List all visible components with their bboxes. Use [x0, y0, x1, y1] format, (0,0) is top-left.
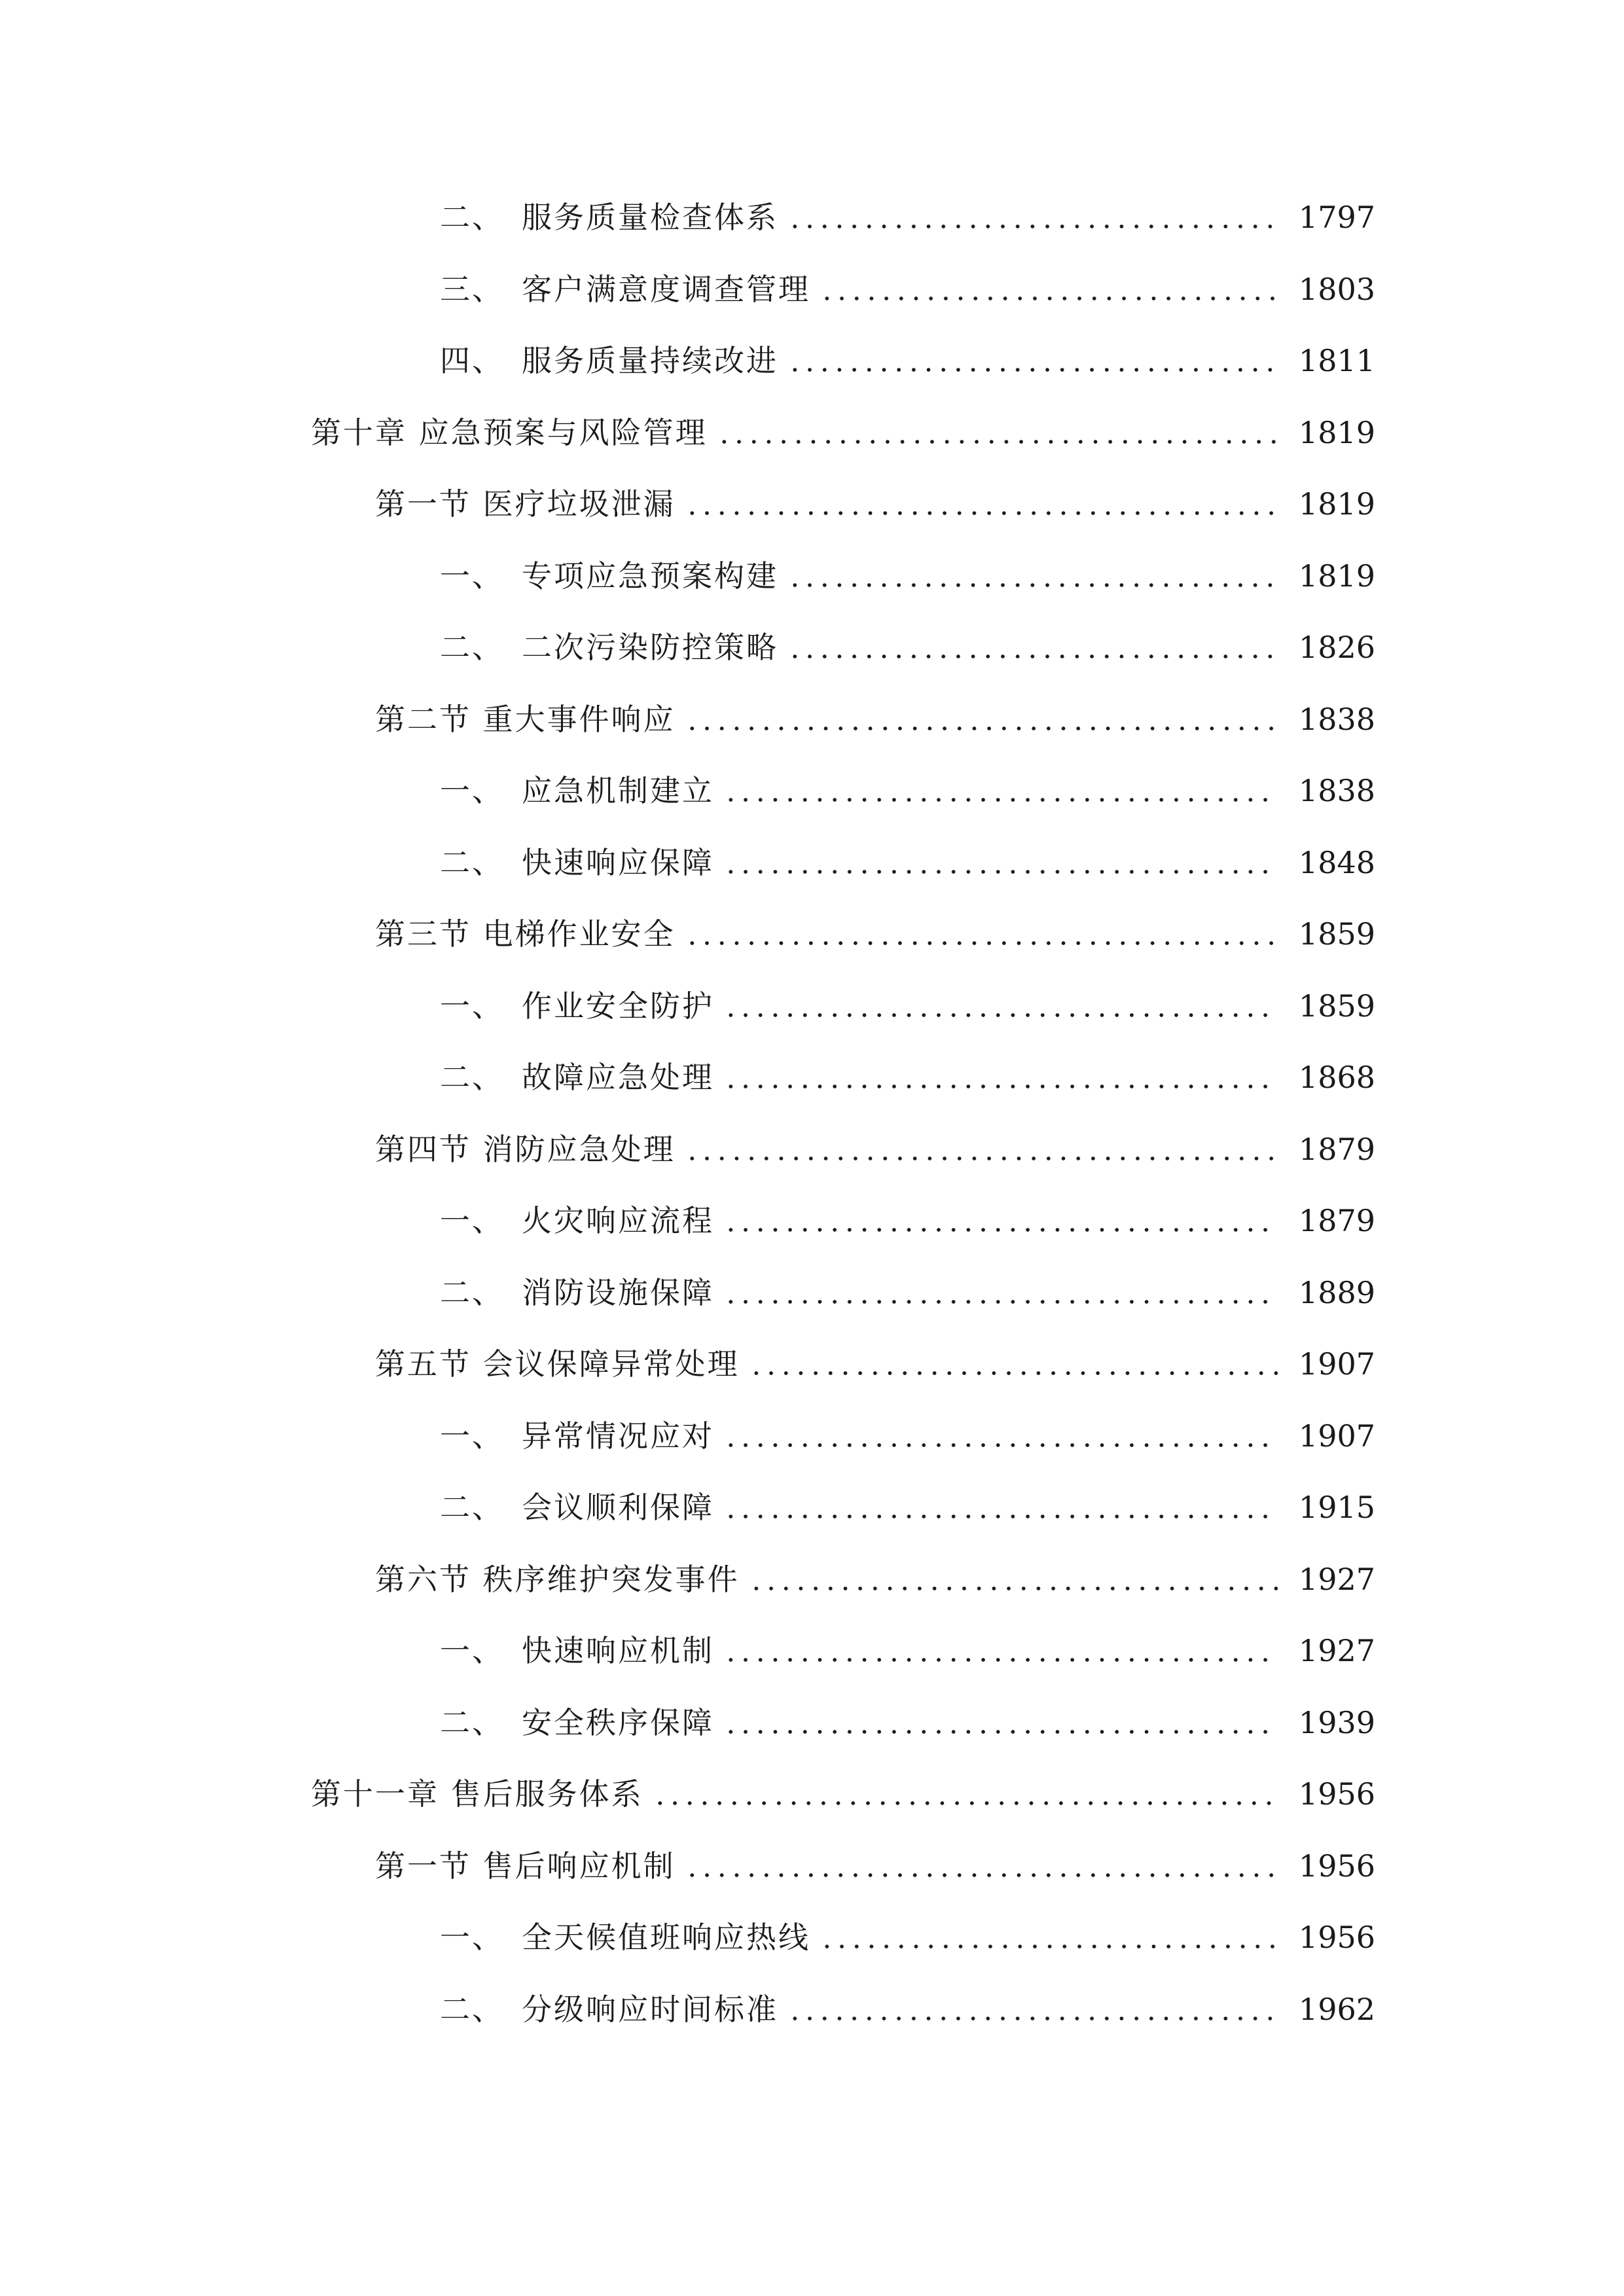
dot-leader — [0, 1266, 1624, 1319]
entry-title: 应急预案与风险管理 — [418, 415, 708, 450]
entry-number: 二、 — [440, 1275, 504, 1310]
dot-leader — [0, 1410, 1624, 1462]
toc-entry[interactable] — [0, 1266, 1624, 1319]
entry-page-number: 1838 — [1292, 693, 1375, 745]
entry-title: 故障应急处理 — [522, 1060, 714, 1095]
toc-entry[interactable] — [0, 550, 1624, 602]
entry-title: 服务质量检查体系 — [522, 200, 778, 235]
entry-title: 电梯作业安全 — [482, 916, 676, 952]
dot-leader — [0, 621, 1624, 673]
entry-page-number: 1819 — [1292, 550, 1375, 602]
dot-leader — [0, 263, 1624, 315]
entry-number: 二、 — [440, 1490, 504, 1525]
entry-number: 一、 — [440, 1203, 504, 1238]
dot-leader — [0, 478, 1624, 530]
toc-entry[interactable] — [0, 1624, 1624, 1677]
entry-title: 二次污染防控策略 — [522, 630, 778, 665]
entry-page-number: 1838 — [1292, 764, 1375, 817]
entry-number: 第六节 — [375, 1562, 471, 1597]
entry-title: 售后响应机制 — [482, 1848, 676, 1884]
dot-leader — [0, 1481, 1624, 1534]
entry-number: 第四节 — [375, 1132, 471, 1167]
dot-leader — [0, 1123, 1624, 1175]
entry-title: 会议顺利保障 — [522, 1490, 714, 1525]
dot-leader — [0, 334, 1624, 387]
entry-number: 第二节 — [375, 702, 471, 737]
entry-number: 一、 — [440, 773, 504, 808]
dot-leader — [0, 693, 1624, 745]
dot-leader — [0, 1051, 1624, 1103]
entry-title: 售后服务体系 — [450, 1776, 643, 1812]
toc-entry[interactable] — [0, 764, 1624, 817]
entry-page-number: 1811 — [1292, 334, 1375, 387]
entry-page-number: 1889 — [1292, 1266, 1375, 1319]
entry-page-number: 1819 — [1292, 478, 1375, 530]
dot-leader — [0, 1338, 1624, 1390]
entry-number: 第三节 — [375, 916, 471, 952]
entry-page-number: 1879 — [1292, 1123, 1375, 1175]
entry-number: 四、 — [440, 343, 504, 378]
entry-page-number: 1962 — [1292, 1983, 1375, 2036]
toc-entry[interactable] — [0, 1481, 1624, 1534]
entry-page-number: 1803 — [1292, 263, 1375, 315]
entry-title: 医疗垃圾泄漏 — [482, 486, 676, 522]
entry-title: 全天候值班响应热线 — [522, 1920, 810, 1955]
entry-number: 二、 — [440, 200, 504, 235]
toc-entry[interactable] — [0, 334, 1624, 387]
toc-entry[interactable] — [0, 1768, 1624, 1820]
toc-entry[interactable] — [0, 836, 1624, 889]
entry-page-number: 1826 — [1292, 621, 1375, 673]
entry-title: 安全秩序保障 — [522, 1705, 714, 1740]
dot-leader — [0, 191, 1624, 243]
entry-number: 一、 — [440, 988, 504, 1024]
entry-page-number: 1915 — [1292, 1481, 1375, 1534]
toc-entry[interactable] — [0, 1194, 1624, 1247]
entry-number: 一、 — [440, 558, 504, 594]
entry-page-number: 1907 — [1292, 1410, 1375, 1462]
entry-number: 一、 — [440, 1418, 504, 1454]
toc-entry[interactable] — [0, 263, 1624, 315]
toc-entry[interactable] — [0, 908, 1624, 960]
toc-entry[interactable] — [0, 478, 1624, 530]
dot-leader — [0, 1696, 1624, 1749]
entry-number: 二、 — [440, 1060, 504, 1095]
entry-title: 分级响应时间标准 — [522, 1992, 778, 2027]
toc-entry[interactable] — [0, 1696, 1624, 1749]
entry-number: 二、 — [440, 1705, 504, 1740]
entry-title: 快速响应保障 — [522, 845, 714, 880]
toc-entry[interactable] — [0, 1338, 1624, 1390]
entry-page-number: 1939 — [1292, 1696, 1375, 1749]
entry-title: 会议保障异常处理 — [482, 1346, 740, 1382]
toc-entry[interactable] — [0, 1051, 1624, 1103]
dot-leader — [0, 980, 1624, 1032]
entry-title: 秩序维护突发事件 — [482, 1562, 740, 1597]
dot-leader — [0, 1768, 1624, 1820]
dot-leader — [0, 764, 1624, 817]
entry-page-number: 1797 — [1292, 191, 1375, 243]
toc-entry[interactable] — [0, 1553, 1624, 1605]
entry-title: 异常情况应对 — [522, 1418, 714, 1454]
toc-entry[interactable] — [0, 1410, 1624, 1462]
entry-number: 二、 — [440, 845, 504, 880]
toc-entry[interactable] — [0, 1983, 1624, 2036]
entry-page-number: 1956 — [1292, 1911, 1375, 1964]
entry-title: 消防应急处理 — [482, 1132, 676, 1167]
toc-entry[interactable] — [0, 621, 1624, 673]
dot-leader — [0, 1194, 1624, 1247]
entry-page-number: 1927 — [1292, 1624, 1375, 1677]
entry-number: 一、 — [440, 1920, 504, 1955]
dot-leader — [0, 406, 1624, 459]
entry-page-number: 1859 — [1292, 980, 1375, 1032]
entry-title: 快速响应机制 — [522, 1633, 714, 1668]
toc-entry[interactable] — [0, 191, 1624, 243]
entry-number: 第十章 — [311, 415, 407, 450]
dot-leader — [0, 550, 1624, 602]
dot-leader — [0, 1911, 1624, 1964]
dot-leader — [0, 1553, 1624, 1605]
entry-page-number: 1819 — [1292, 406, 1375, 459]
entry-page-number: 1848 — [1292, 836, 1375, 889]
entry-number: 二、 — [440, 630, 504, 665]
toc-entry[interactable] — [0, 1840, 1624, 1892]
entry-number: 一、 — [440, 1633, 504, 1668]
entry-title: 服务质量持续改进 — [522, 343, 778, 378]
entry-title: 消防设施保障 — [522, 1275, 714, 1310]
entry-title: 专项应急预案构建 — [522, 558, 778, 594]
entry-page-number: 1868 — [1292, 1051, 1375, 1103]
entry-number: 第一节 — [375, 486, 471, 522]
entry-page-number: 1956 — [1292, 1840, 1375, 1892]
toc-entry[interactable] — [0, 1911, 1624, 1964]
entry-title: 作业安全防护 — [522, 988, 714, 1024]
entry-title: 应急机制建立 — [522, 773, 714, 808]
dot-leader — [0, 1983, 1624, 2036]
dot-leader — [0, 1840, 1624, 1892]
entry-page-number: 1859 — [1292, 908, 1375, 960]
entry-page-number: 1907 — [1292, 1338, 1375, 1390]
toc-entry[interactable] — [0, 693, 1624, 745]
entry-title: 火灾响应流程 — [522, 1203, 714, 1238]
dot-leader — [0, 908, 1624, 960]
entry-page-number: 1956 — [1292, 1768, 1375, 1820]
entry-title: 客户满意度调查管理 — [522, 272, 810, 307]
entry-number: 三、 — [440, 272, 504, 307]
toc-entry[interactable] — [0, 406, 1624, 459]
entry-page-number: 1879 — [1292, 1194, 1375, 1247]
toc-entry[interactable] — [0, 1123, 1624, 1175]
dot-leader — [0, 1624, 1624, 1677]
toc-entry[interactable] — [0, 980, 1624, 1032]
dot-leader — [0, 836, 1624, 889]
entry-number: 第一节 — [375, 1848, 471, 1884]
entry-page-number: 1927 — [1292, 1553, 1375, 1605]
entry-title: 重大事件响应 — [482, 702, 676, 737]
entry-number: 第十一章 — [311, 1776, 439, 1812]
entry-number: 二、 — [440, 1992, 504, 2027]
entry-number: 第五节 — [375, 1346, 471, 1382]
